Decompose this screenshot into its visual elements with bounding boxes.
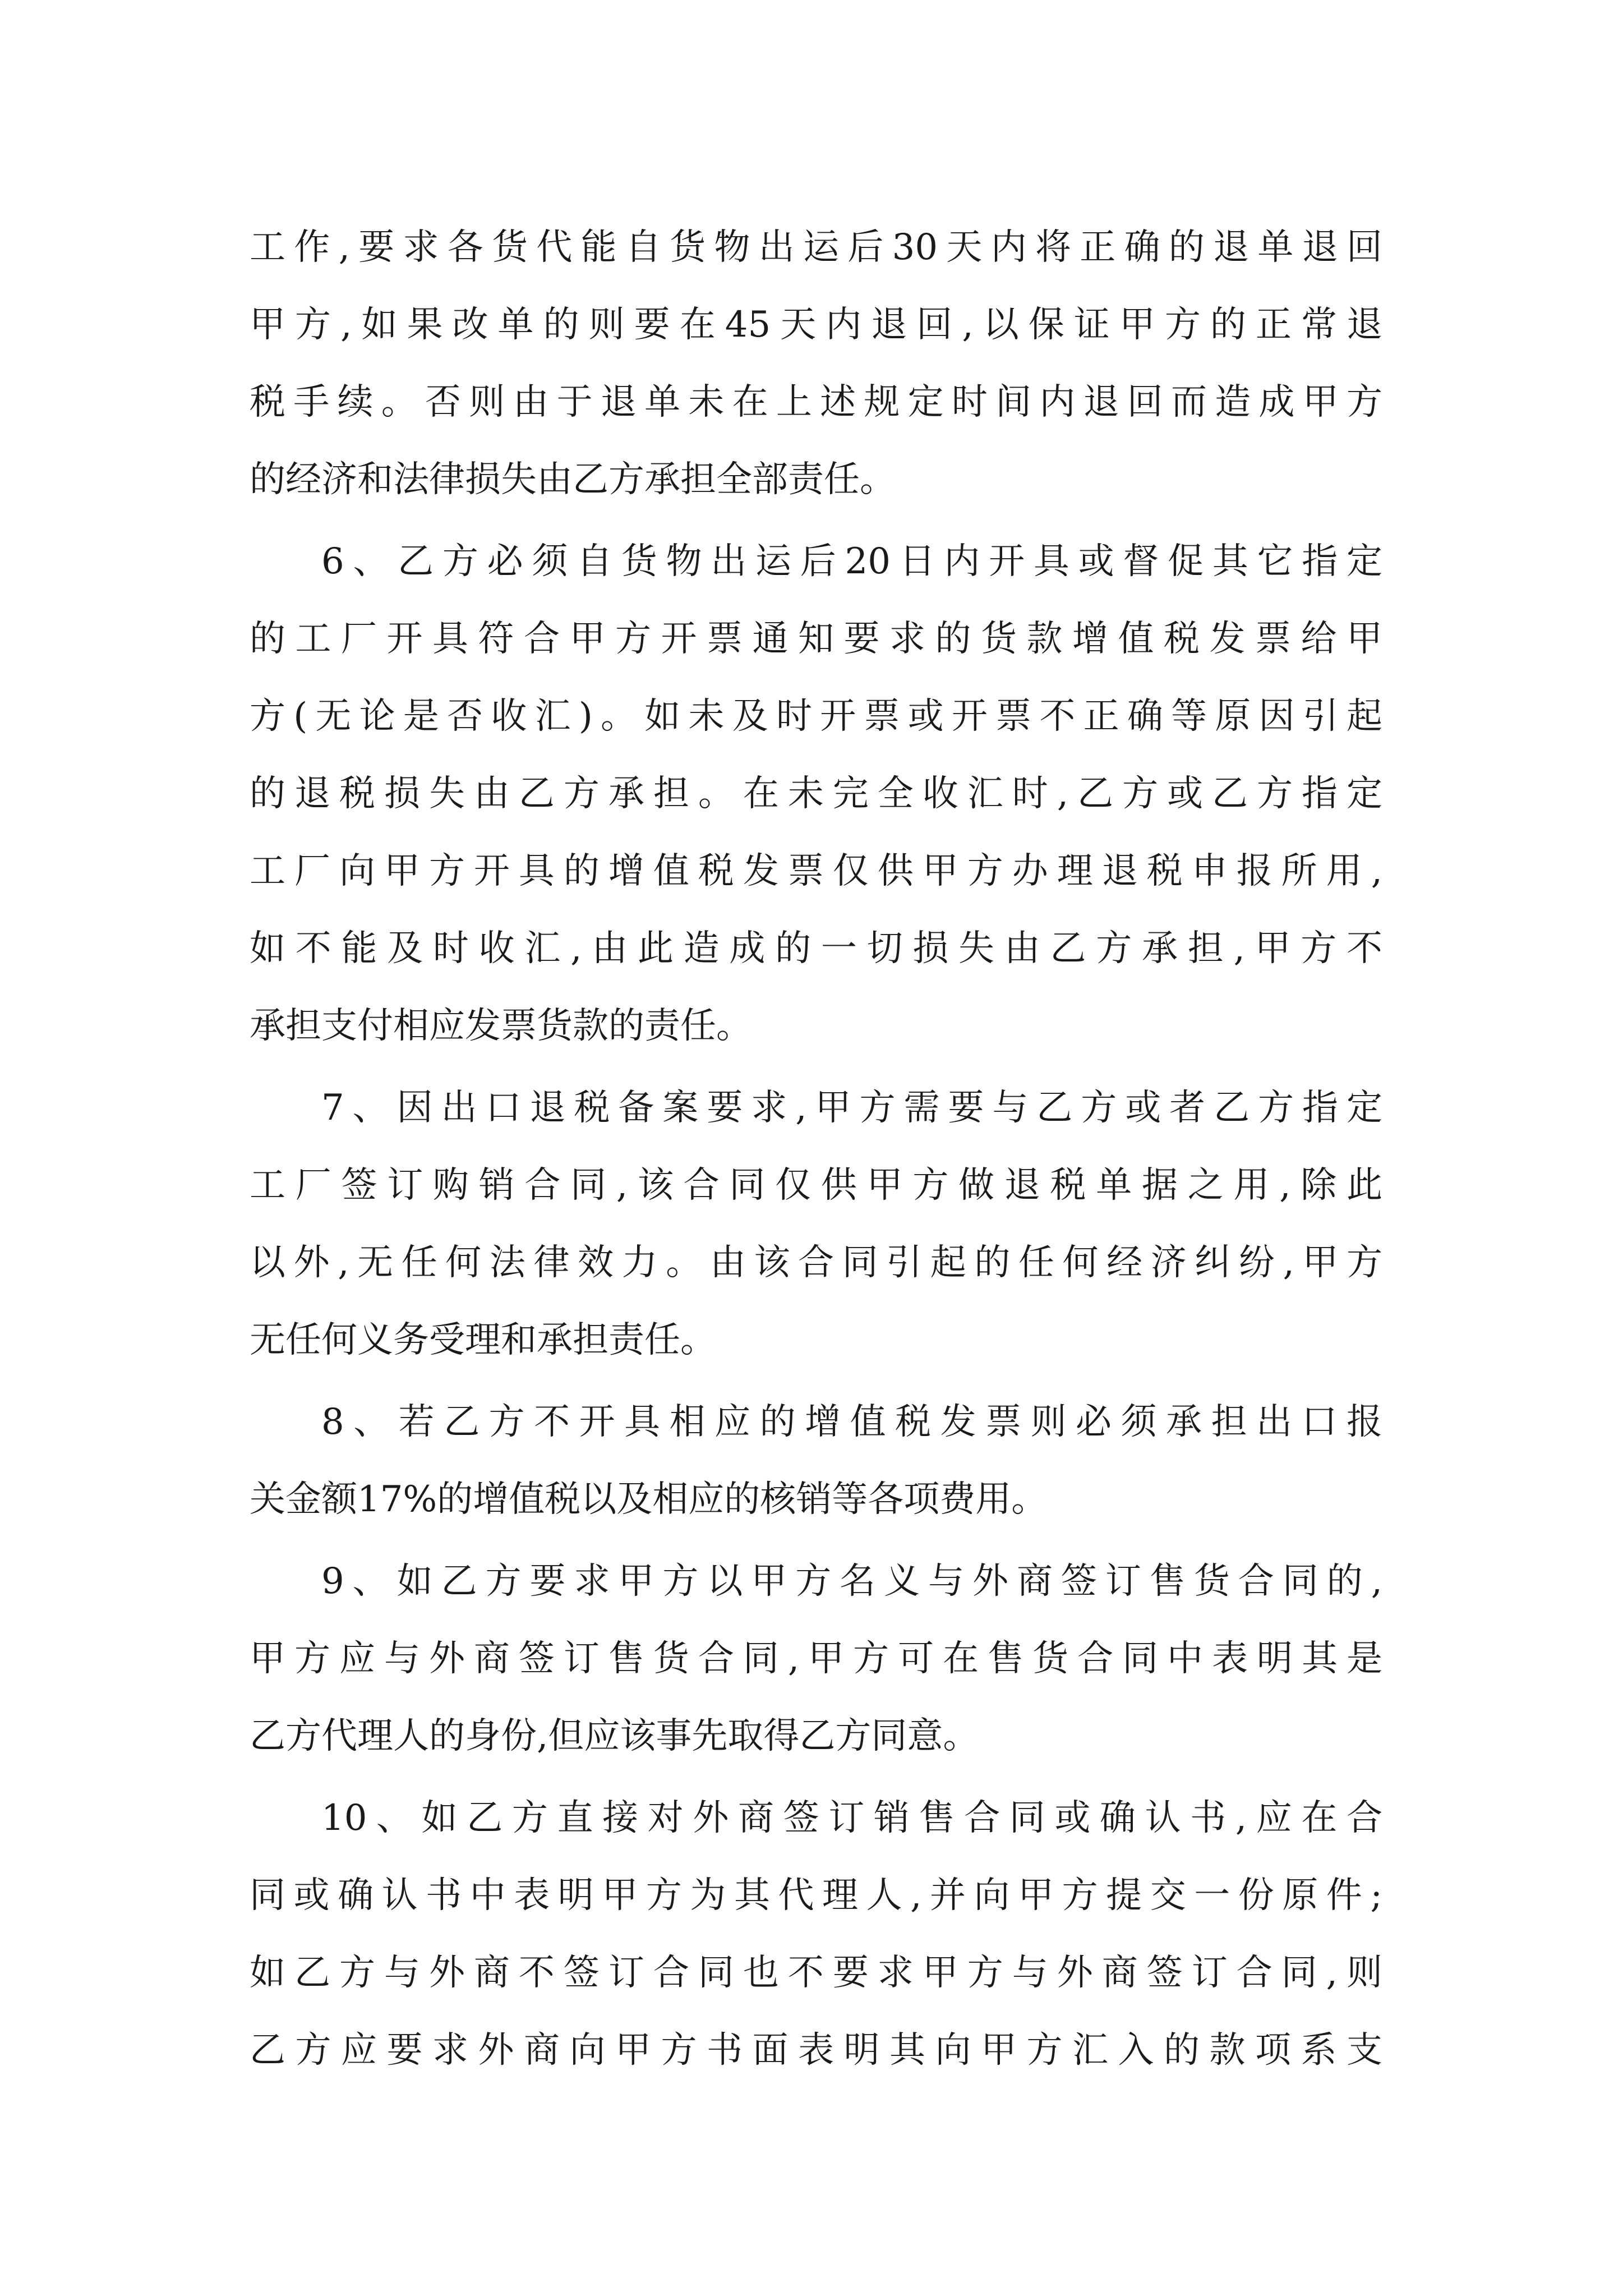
text-line: 的工厂开具符合甲方开票通知要求的货款增值税发票给甲 <box>250 618 1382 660</box>
text-line: 甲方应与外商签订售货合同,甲方可在售货合同中表明其是 <box>250 1638 1382 1680</box>
text-line: 工厂签订购销合同,该合同仅供甲方做退税单据之用,除此 <box>250 1165 1382 1206</box>
paragraph-clause-9 <box>250 1543 1382 1775</box>
text-line: 如乙方与外商不签订合同也不要求甲方与外商签订合同,则 <box>250 1952 1382 1994</box>
text-line: 工厂向甲方开具的增值税发票仅供甲方办理退税申报所用, <box>250 850 1382 892</box>
document-body <box>250 209 1382 2089</box>
paragraph-clause-6 <box>250 523 1382 1065</box>
text-line: 乙方代理人的身份,但应该事先取得乙方同意。 <box>250 1715 979 1757</box>
paragraph-clause-8 <box>250 1383 1382 1538</box>
text-line: 关金额17%的增值税以及相应的核销等各项费用。 <box>250 1479 1048 1520</box>
text-line: 9、如乙方要求甲方以甲方名义与外商签订售货合同的, <box>321 1561 1382 1602</box>
text-line: 无任何义务受理和承担责任。 <box>250 1319 716 1361</box>
text-line: 以外,无任何法律效力。由该合同引起的任何经济纠纷,甲方 <box>250 1242 1382 1283</box>
text-line: 的退税损失由乙方承担。在未完全收汇时,乙方或乙方指定 <box>250 773 1382 815</box>
text-line: 8、若乙方不开具相应的增值税发票则必须承担出口报 <box>321 1401 1382 1443</box>
text-line: 如不能及时收汇,由此造成的一切损失由乙方承担,甲方不 <box>250 928 1382 969</box>
text-line: 同或确认书中表明甲方为其代理人,并向甲方提交一份原件; <box>250 1875 1382 1916</box>
text-line: 10、如乙方直接对外商签订销售合同或确认书,应在合 <box>321 1797 1382 1839</box>
paragraph-clause-10 <box>250 1779 1382 2089</box>
text-line: 承担支付相应发票货款的责任。 <box>250 1005 752 1047</box>
text-line: 税手续。否则由于退单未在上述规定时间内退回而造成甲方 <box>250 381 1382 423</box>
paragraph-continuation <box>250 209 1382 518</box>
paragraph-clause-7 <box>250 1069 1382 1379</box>
text-line: 方(无论是否收汇)。如未及时开票或开票不正确等原因引起 <box>250 696 1382 737</box>
text-line: 甲方,如果改单的则要在45天内退回,以保证甲方的正常退 <box>250 304 1382 346</box>
text-line: 7、因出口退税备案要求,甲方需要与乙方或者乙方指定 <box>321 1087 1382 1129</box>
text-line: 6、乙方必须自货物出运后20日内开具或督促其它指定 <box>321 541 1382 582</box>
text-line: 乙方应要求外商向甲方书面表明其向甲方汇入的款项系支 <box>250 2030 1382 2071</box>
text-line: 的经济和法律损失由乙方承担全部责任。 <box>250 459 896 500</box>
text-line: 工作,要求各货代能自货物出运后30天内将正确的退单退回 <box>250 227 1382 268</box>
